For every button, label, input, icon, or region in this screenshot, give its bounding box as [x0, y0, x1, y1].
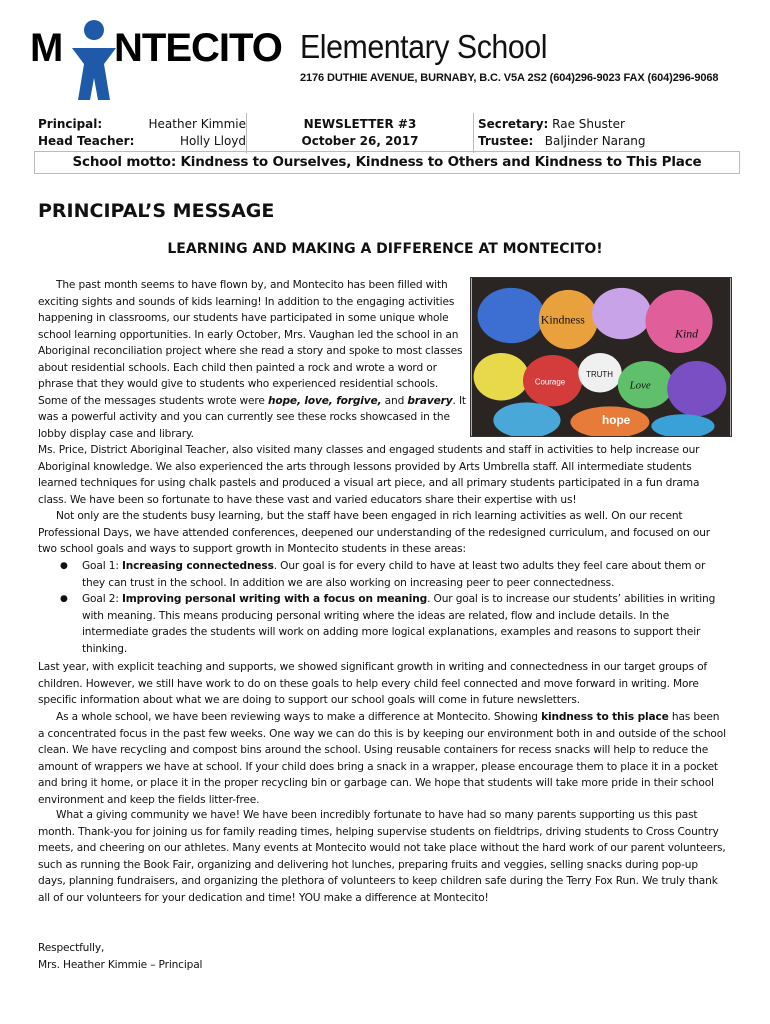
- paragraph-5: [38, 709, 728, 808]
- newsletter-date: October 26, 2017: [301, 134, 419, 148]
- rock-word: Kindness: [540, 312, 585, 327]
- paragraph-1: [38, 277, 468, 442]
- principal-name: Heather Kimmie: [148, 117, 246, 131]
- paragraph-6: What a giving community we have! We have been incredibly fortunate to have had so many parents supporting us this past month. Thank-you for joining us for family reading times, helping supervise students on fieldtrips, driving students to Cross Country meets, and cheering on our athletes. Many events at Montecito would not take place without the hard work of our parent volunteers, such as running the Book Fair, organizing and delivering hot lunches, preparing fruits and veggies, selling snacks during pop-up days, planning fundraisers, and organizing the plethora of volunteers to keep children safe during the Terry Fox Run. We truly thank all of our volunteers for your dedication and time! YOU make a difference at Montecito!: [38, 809, 726, 904]
- paragraph-4: Last year, with explicit teaching and supports, we showed significant growth in writing and connectedness in our target groups of children. However, we still have work to do on these goals to help every child feel connected and move forward in writing. More specific information about what we are doing to support our school goals will come in future newsletters.: [38, 661, 707, 706]
- rock-word: Love: [629, 379, 651, 392]
- goal-2-item: [60, 591, 730, 657]
- newsletter-info: [246, 113, 474, 153]
- secretary-name: Rae Shuster: [552, 117, 625, 131]
- logo-letters: NTECITO: [114, 26, 282, 70]
- school-logo: [30, 18, 280, 104]
- goal-1-label: Goal 1:: [82, 560, 122, 572]
- paragraph-5-end: has been a concentrated focus in the past few weeks. One way we can do this is by keeping our environment both in and outside of the school clean. We have recycling and compost bins around the school. Using reusable containers for recess snacks will help to reduce the amount of wrappers we have at school. If your child does bring a snack in a wrapper, please encourage them to place it in a pocket and bring it home, or place it in the proper recycling bin or garbage can. We hope that students will take more pride in their school environment and keep the fields litter-free.: [38, 711, 726, 806]
- goal-1-text: . Our goal is for every child to have at least two adults they feel care about them or they can trust in the school. In addition we are also working on increasing peer to peer connectedness.: [82, 560, 706, 589]
- paragraph-1-text: The past month seems to have flown by, and Montecito has been filled with exciting sights and sounds of kids learning! In addition to the engaging activities happening in classrooms, our students have participated in some unique whole school learning opportunities. In early October, Mrs. Vaughan led the school in an Aboriginal reconciliation project where she read a story and spoke to most classes about residential schools. Each child then painted a rock and wrote a word or phrase that they would give to students who experienced residential schools. Some of the messages students wrote were: [38, 279, 463, 407]
- rock-word: Courage: [534, 377, 566, 387]
- staff-info-band: [34, 113, 740, 153]
- school-motto: School motto: Kindness to Ourselves, Kindness to Others and Kindness to This Place: [34, 151, 740, 174]
- kindness-phrase: kindness to this place: [541, 711, 669, 723]
- painted-rocks-photo: [470, 277, 732, 437]
- paragraph-2: Ms. Price, District Aboriginal Teacher, also visited many classes and engaged students and staff in activities to help increase our Aboriginal knowledge. We also experienced the arts through lessons provided by Arts Umbrella staff. All intermediate students learned techniques for using chalk pastels and produced a visual art piece, and all primary students participated in a fun drama class. We have been so fortunate to have these vast and varied educators share their expertise with us!: [38, 444, 700, 506]
- school-goals-list: [60, 558, 730, 657]
- goal-1-item: [60, 558, 730, 591]
- goal-2-label: Goal 2:: [82, 593, 122, 605]
- trustee-name: Baljinder Narang: [544, 134, 646, 148]
- goal-1-title: Increasing connectedness: [121, 560, 274, 572]
- paragraph-1-end: . It was a powerful activity and you can currently see these rocks showcased in the lobby display case and library.: [38, 394, 466, 440]
- principal-label: Principal:: [38, 117, 103, 131]
- child-figure-icon: [70, 18, 118, 104]
- rock-messages: hope, love, forgive,: [267, 394, 382, 407]
- signature-block: [38, 940, 728, 974]
- secretary-label: Secretary:: [478, 117, 549, 131]
- paragraph-3: Not only are the students busy learning, but the staff have been engaged in rich learning activities as well. On our recent Professional Days, we have attended conferences, deepened our understanding of the redesigned curriculum, and focused on our two school goals and ways to support growth in Montecito students in these areas:: [38, 510, 710, 555]
- head-teacher-name: Holly Lloyd: [179, 134, 246, 148]
- rock-word: Kind: [675, 326, 699, 341]
- rock-word: hope: [601, 413, 631, 428]
- paragraph-1-and: and: [381, 394, 408, 407]
- school-address: 2176 DUTHIE AVENUE, BURNABY, B.C. V5A 2S2 (604)296-9023 FAX (604)296-9068: [300, 72, 719, 84]
- staff-left-column: [38, 116, 246, 150]
- rock-message-bravery: bravery: [407, 394, 453, 407]
- goal-2-title: Improving personal writing with a focus on meaning: [121, 593, 428, 605]
- goal-2-text: . Our goal is to increase our students’ abilities in writing with meaning. This means producing personal writing where the ideas are related, flow and include details. In the intermediate grades the students will work on adding more logical explanations, examples and reasons to support their thinking.: [82, 593, 716, 655]
- logo-letter-m: M: [30, 26, 63, 70]
- school-name: Elementary School: [300, 28, 548, 65]
- staff-right-column: [474, 116, 740, 150]
- newsletter-number: NEWSLETTER #3: [303, 117, 417, 131]
- section-title: PRINCIPAL’S MESSAGE: [38, 200, 275, 222]
- head-teacher-label: Head Teacher:: [38, 134, 135, 148]
- trustee-label: Trustee:: [478, 134, 534, 148]
- closing-line: Respectfully,: [38, 942, 105, 954]
- signature-line: Mrs. Heather Kimmie – Principal: [38, 959, 203, 971]
- rock-word: TRUTH: [586, 369, 613, 379]
- paragraph-5-text: As a whole school, we have been reviewing ways to make a difference at Montecito. Showing: [56, 711, 542, 723]
- article-subtitle: LEARNING AND MAKING A DIFFERENCE AT MONTECITO!: [167, 241, 603, 257]
